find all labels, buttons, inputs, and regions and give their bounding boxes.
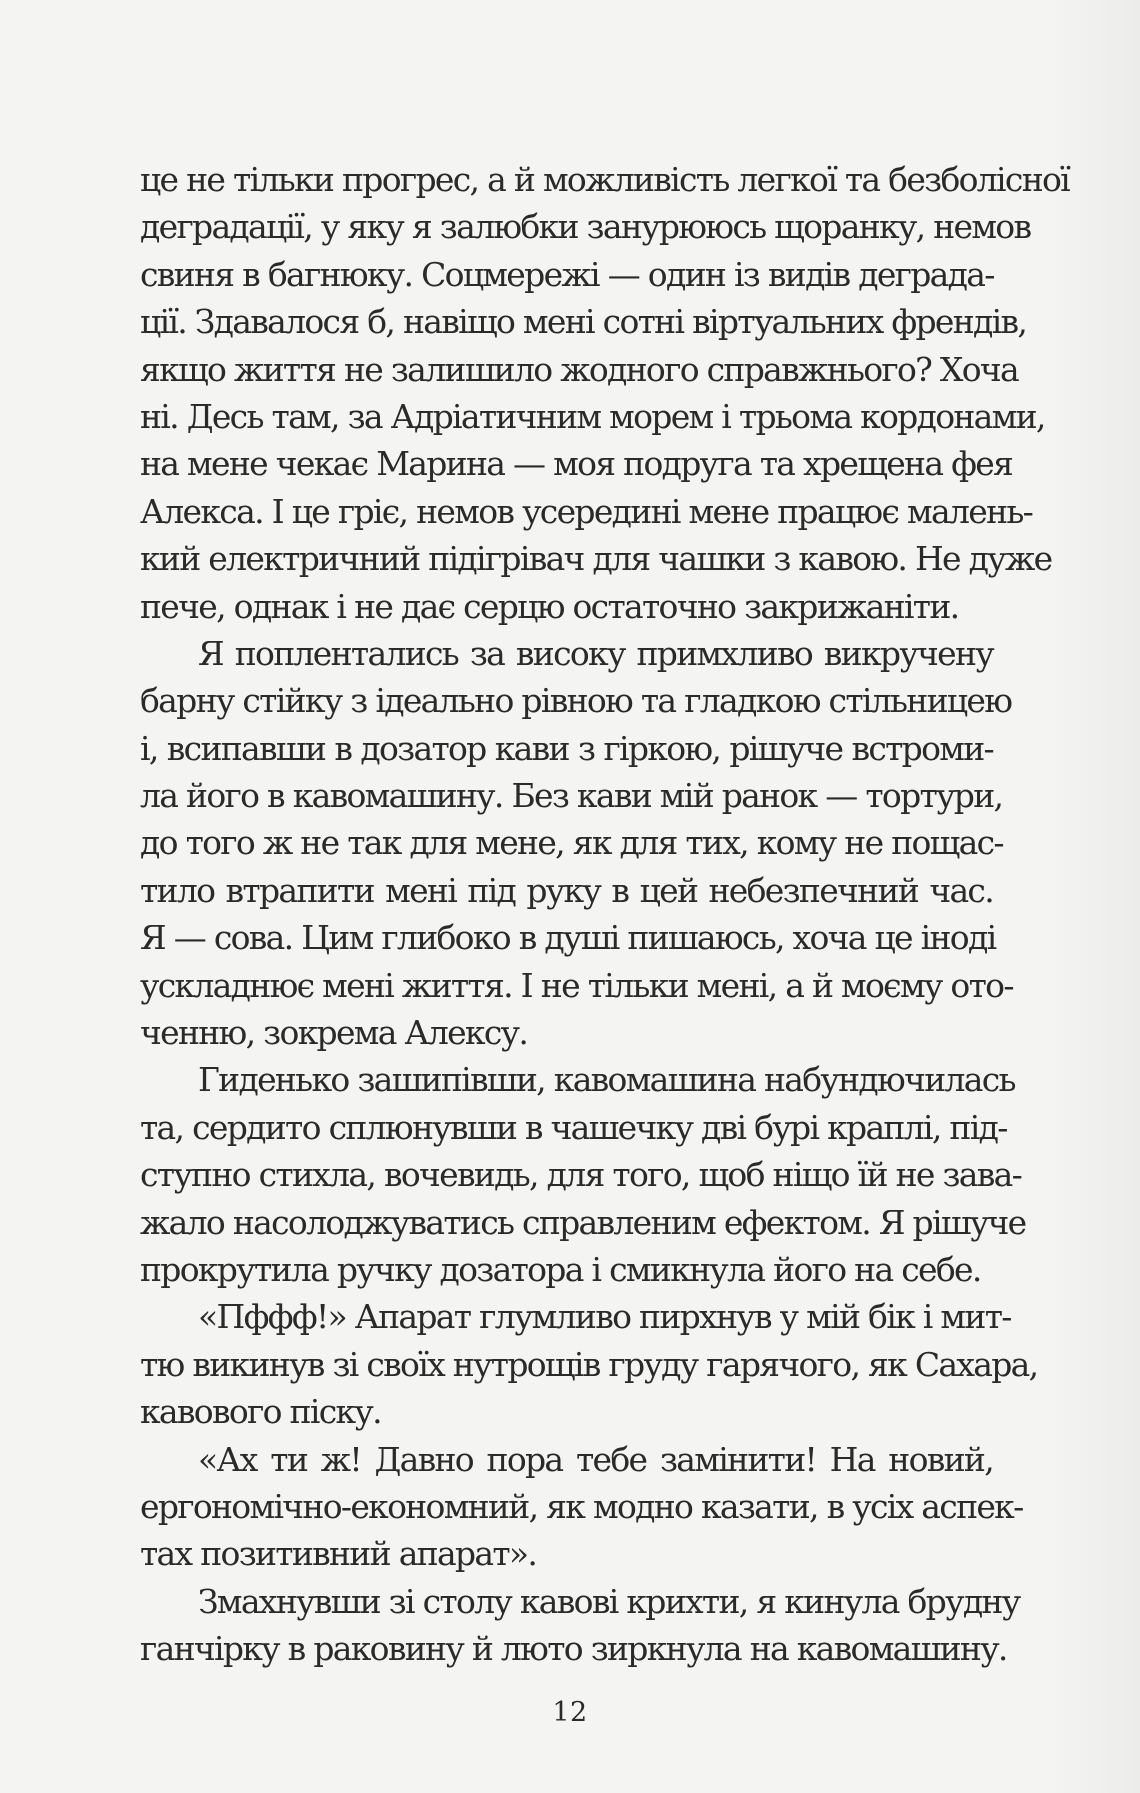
text-line: якщо життя не залишило жодного справжнього? Хоча (140, 349, 1018, 389)
paragraph-first-line: Змахнувши зі столу кавові крихти, я кинула брудну (198, 1581, 1020, 1621)
text-line: пече, однак і не дає серцю остаточно закрижаніти. (140, 586, 959, 626)
text-line: тило втрапити мені під руку в цей небезпечний час. (140, 870, 993, 910)
text-line: і, всипавши в дозатор кави з гіркою, рішуче встроми- (140, 728, 993, 768)
text-line: це не тільки прогрес, а й можливість легкої та безболісної (140, 160, 1070, 199)
text-line: барну стійку з ідеально рівною та гладкою стільницею (140, 681, 1012, 721)
text-line: тах позитивний апарат». (140, 1534, 537, 1574)
text-line: ганчірку в раковину й люто зиркнула на кавомашину. (140, 1629, 1007, 1669)
paragraph-first-line: Я поплентались за високу примхливо викручену (198, 633, 993, 673)
text-line: та, сердито сплюнувши в чашечку дві бурі краплі, під- (140, 1107, 1007, 1147)
paragraph-first-line: «Пффф!» Апарат глумливо пирхнув у мій бік і мит- (198, 1297, 1011, 1337)
text-line: свиня в багнюку. Соцмережі — один із видів деграда- (140, 254, 994, 294)
text-line: кавового піску. (140, 1392, 381, 1432)
text-line: деградації, у яку я залюбки занурююсь щоранку, немов (140, 207, 1031, 247)
body-text (140, 156, 1070, 1673)
text-line: до того ж не так для мене, як для тих, кому не пощас- (140, 823, 1003, 863)
text-line: ла його в кавомашину. Без кави мій ранок — тортури, (140, 776, 1003, 816)
text-line: на мене чекає Марина — моя подруга та хрещена фея (140, 444, 1013, 484)
text-line: ступно стихла, вочевидь, для того, щоб ніщо їй не зава- (140, 1155, 1022, 1195)
text-line: жало насолоджуватись справленим ефектом. Я рішуче (140, 1202, 1026, 1242)
text-line: ергономічно-економний, як модно казати, в усіх аспек- (140, 1486, 1023, 1526)
text-line: ції. Здавалося б, навіщо мені сотні віртуальних френдів, (140, 302, 1027, 342)
text-line: ченню, зокрема Алексу. (140, 1013, 528, 1053)
paragraph-first-line: «Ах ти ж! Давно пора тебе замінити! На новий, (198, 1439, 993, 1479)
text-line: Я — сова. Цим глибоко в душі пишаюсь, хоча це іноді (140, 918, 996, 958)
text-line: ускладнює мені життя. І не тільки мені, а й моєму ото- (140, 965, 1013, 1005)
text-line: кий електричний підігрівач для чашки з кавою. Не дуже (140, 539, 1052, 579)
text-line: ні. Десь там, за Адріатичним морем і трьома кордонами, (140, 396, 1045, 436)
text-line: прокрутила ручку дозатора і смикнула його на себе. (140, 1249, 981, 1289)
paragraph-first-line: Гиденько зашипівши, кавомашина набундючилась (198, 1060, 1015, 1100)
page-number: 12 (552, 1697, 588, 1728)
text-line: Алекса. І це гріє, немов усередині мене працює малень- (140, 491, 1033, 531)
text-line: тю викинув зі своїх нутрощів груду гарячого, як Сахара, (140, 1344, 1038, 1384)
